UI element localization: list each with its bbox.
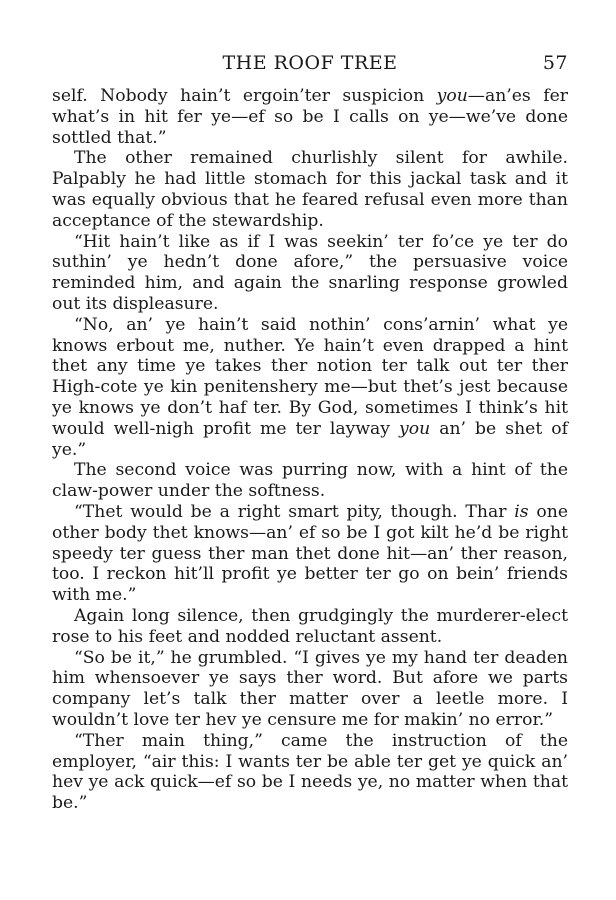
paragraph-text: “Ther main thing,” came the instruction of the employer, “air this: I wants ter be able ter get ye quick an’ hev ye ack quick—ef so be I needs ye, no matter when that be.” xyxy=(52,730,568,814)
italic-text: is xyxy=(514,501,529,522)
paragraph xyxy=(52,648,568,731)
page-header xyxy=(52,48,568,78)
italic-text: you xyxy=(399,418,431,439)
paragraph xyxy=(52,731,568,814)
paragraph-text: Again long silence, then grudgingly the murderer-elect rose to his feet and nodded reluctant assent. xyxy=(52,605,568,647)
paragraph xyxy=(52,460,568,502)
paragraph-text: “Thet would be a right smart pity, though. Thar xyxy=(74,501,515,522)
paragraph xyxy=(52,232,568,315)
paragraph xyxy=(52,86,568,148)
paragraph-text: “So be it,” he grumbled. “I gives ye my hand ter deaden him whensoever ye says ther word. But afore we parts company let’s talk ther matter over a leetle more. I wouldn’t love ter hev ye censure me for makin’ no error.” xyxy=(52,647,568,730)
paragraph-text: The second voice was purring now, with a hint of the claw-power under the softness. xyxy=(52,460,568,502)
paragraph-text: —an’es fer what’s in hit fer ye—ef so be I calls on ye—we’ve done sottled that.” xyxy=(52,86,568,148)
paragraph xyxy=(52,502,568,606)
paragraph-text: self. Nobody hain’t ergoin’ter suspicion xyxy=(52,86,437,106)
body-text xyxy=(52,86,568,814)
paragraph xyxy=(52,606,568,648)
paragraph-text: “Hit hain’t like as if I was seekin’ ter fo’ce ye ter do suthin’ ye hedn’t done afore,” the persuasive voice reminded him, and again the snarling response growled out its displeasure. xyxy=(52,231,568,314)
running-head-title: THE ROOF TREE xyxy=(222,52,398,74)
paragraph-text: “No, an’ ye hain’t said nothin’ cons’arnin’ what ye knows erbout me, nuther. Ye hain’t even drapped a hint thet any time ye takes ther notion ter talk out ter ther High-cote ye kin penitenshery me—but thet’s jest because ye knows ye don’t haf ter. By God, sometimes I think’s hit would well-nigh profit me ter layway xyxy=(52,314,568,439)
page-number: 57 xyxy=(542,52,568,74)
book-page xyxy=(52,48,568,814)
paragraph-text: one other body thet knows—an’ ef so be I got kilt he’d be right speedy ter guess ther man thet done hit—an’ ther reason, too. I reckon hit’ll profit ye better ter go on bein’ friends with me.” xyxy=(52,501,568,606)
paragraph-text: an’ be shet of ye.” xyxy=(52,418,568,460)
paragraph-text: The other remained churlishly silent for awhile. Palpably he had little stomach for this jackal task and it was equally obvious that he feared refusal even more than acceptance of the stewardship. xyxy=(52,148,568,231)
paragraph xyxy=(52,315,568,461)
paragraph xyxy=(52,148,568,231)
italic-text: you xyxy=(436,86,468,106)
